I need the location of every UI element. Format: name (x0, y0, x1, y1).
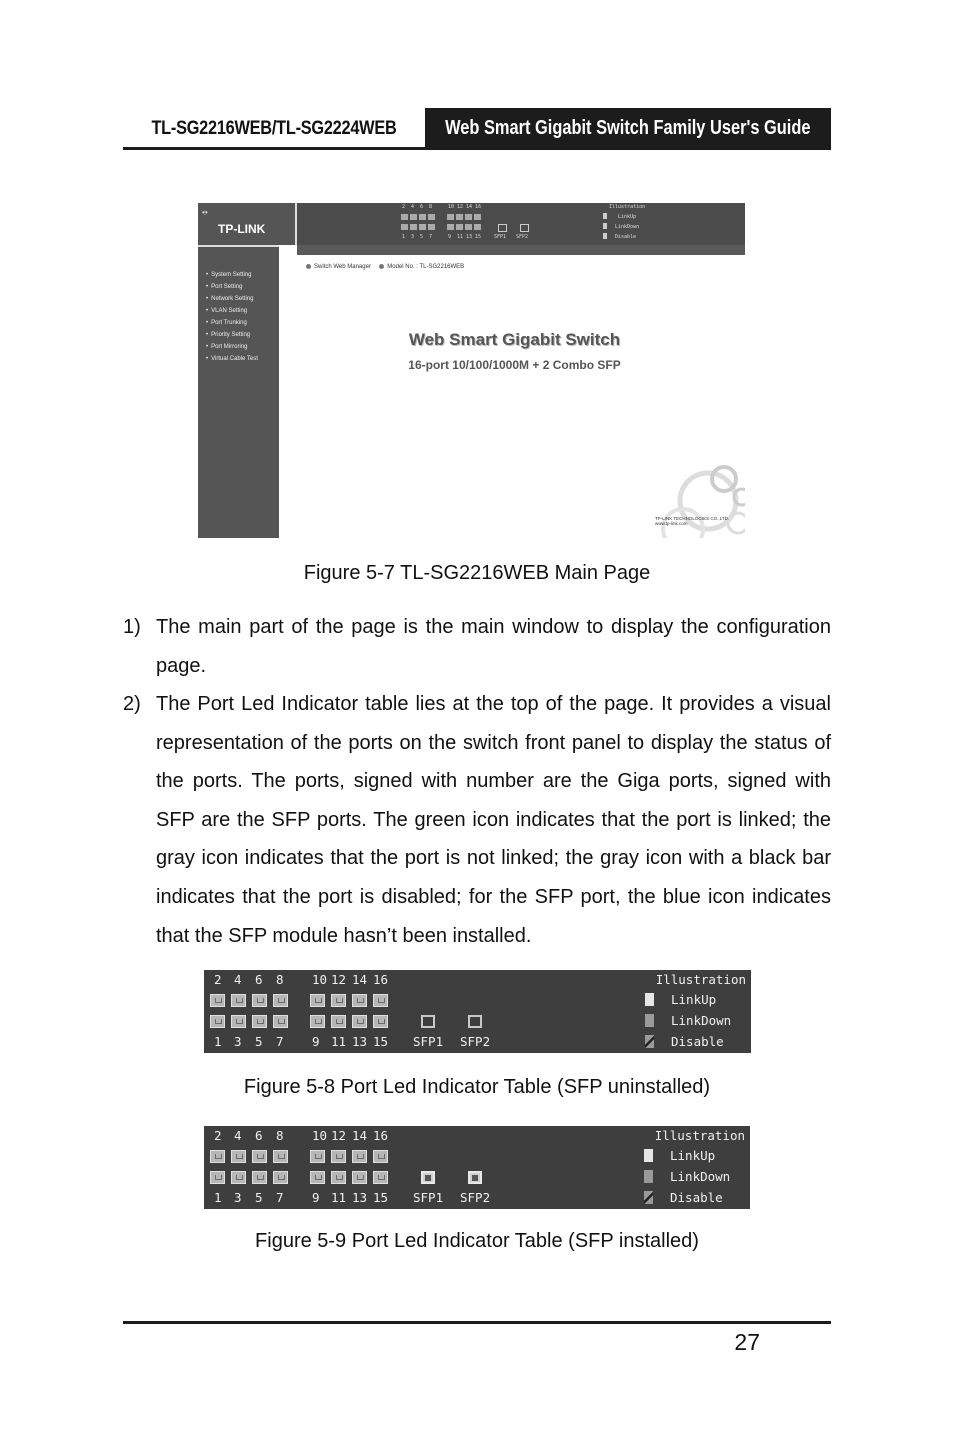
port-icon (310, 1150, 325, 1163)
port-number-top: 10 (312, 972, 328, 987)
port-number-bottom: 11 (331, 1190, 347, 1205)
sfp-port-icon (421, 1015, 435, 1028)
mini-port-number: 7 (429, 234, 433, 240)
screenshot-menu-item: • Port Setting (206, 281, 279, 293)
mini-sfp-label: SFP1 (494, 234, 507, 240)
decorative-circles-icon (638, 461, 745, 538)
mini-legend-swatch-icon (603, 213, 607, 219)
illustration-label: Illustration (655, 972, 746, 987)
mini-port-number: 15 (475, 234, 482, 240)
mini-port-number: 6 (420, 204, 424, 210)
legend-label: LinkUp (670, 1148, 716, 1163)
port-icon (231, 1150, 246, 1163)
port-icon (231, 994, 246, 1007)
port-number-bottom: 5 (255, 1190, 263, 1205)
port-icon (252, 1171, 267, 1184)
header-guide-title: Web Smart Gigabit Switch Family User's Guide (425, 108, 831, 149)
port-icon (373, 994, 388, 1007)
port-icon (273, 1150, 288, 1163)
legend-label: LinkUp (671, 992, 717, 1007)
port-number-bottom: 11 (331, 1034, 347, 1049)
mini-port-number: 8 (429, 204, 433, 210)
legend-swatch-icon (644, 1191, 653, 1204)
screenshot-menu-item: • Port Mirroring (206, 341, 279, 353)
mini-legend-label: Disable (615, 234, 637, 240)
list-item-1-text: The main part of the page is the main window to display the configuration page. (156, 616, 831, 677)
sfp-label: SFP2 (460, 1034, 491, 1049)
led-table-sfp-installed (204, 1126, 750, 1209)
port-icon (352, 1015, 367, 1028)
port-number-bottom: 13 (352, 1190, 368, 1205)
port-number-top: 8 (276, 972, 284, 987)
screenshot-sidebar (198, 245, 279, 538)
port-number-top: 4 (234, 1128, 242, 1143)
sfp-port-icon (421, 1171, 435, 1184)
tp-link-logo: •:• TP-LINK (198, 203, 297, 245)
port-icon (273, 994, 288, 1007)
port-icon (310, 1015, 325, 1028)
screenshot-menu-item: • Priority Setting (206, 329, 279, 341)
mini-sfp-icon (520, 224, 529, 232)
port-number-bottom: 3 (234, 1190, 242, 1205)
port-number-top: 4 (234, 972, 242, 987)
port-number-bottom: 7 (276, 1034, 284, 1049)
mini-port-icon (428, 224, 435, 230)
mini-port-number: 5 (420, 234, 424, 240)
port-number-bottom: 15 (373, 1034, 389, 1049)
mini-port-number: 9 (448, 234, 452, 240)
illustration-label: Illustration (654, 1128, 745, 1143)
port-icon (252, 1015, 267, 1028)
footer-rule (123, 1321, 831, 1324)
sfp-label: SFP1 (413, 1034, 444, 1049)
screenshot-breadcrumb: Switch Web Manager Model No. : TL-SG2216WEB (306, 264, 464, 270)
port-icon (331, 994, 346, 1007)
port-icon (210, 1150, 225, 1163)
legend-swatch-icon (645, 1035, 654, 1048)
port-number-top: 14 (352, 1128, 368, 1143)
mini-port-icon (410, 214, 417, 220)
port-icon (252, 1150, 267, 1163)
port-icon (373, 1015, 388, 1028)
mini-port-icon (474, 224, 481, 230)
port-number-bottom: 3 (234, 1034, 242, 1049)
port-number-bottom: 13 (352, 1034, 368, 1049)
mini-legend-swatch-icon (603, 223, 607, 229)
figure-5-7-caption: Figure 5-7 TL-SG2216WEB Main Page (303, 562, 651, 584)
list-item-2-text: The Port Led Indicator table lies at the top of the page. It provides a visual representation of the ports on the switch front panel to display the status of the ports. The ports, signed with number are the Giga ports, signed with SFP are the SFP ports. The green icon indicates that the port is linked; the gray icon indicates that the port is not linked; the gray icon with a black bar indicates that the port is disabled; for the SFP port, the blue icon indicates that the SFP module hasn’t been installed. (156, 693, 831, 947)
screenshot-menu (198, 247, 279, 365)
mini-port-number: 12 (457, 204, 464, 210)
port-number-top: 8 (276, 1128, 284, 1143)
port-icon (352, 994, 367, 1007)
mini-port-icon (410, 224, 417, 230)
bullet-icon (379, 264, 384, 269)
port-number-bottom: 9 (312, 1034, 320, 1049)
screenshot-menu-item: • Network Setting (206, 293, 279, 305)
screenshot-menu-item: • VLAN Setting (206, 305, 279, 317)
mini-port-icon (474, 214, 481, 220)
port-number-bottom: 1 (214, 1190, 222, 1205)
port-number-top: 2 (214, 1128, 222, 1143)
port-number-bottom: 5 (255, 1034, 263, 1049)
bullet-icon (306, 264, 311, 269)
mini-port-number: 11 (457, 234, 464, 240)
port-icon (352, 1171, 367, 1184)
port-icon (373, 1171, 388, 1184)
mini-port-icon (465, 214, 472, 220)
screenshot-copyright: TP-LINK TECHNOLOGIES CO.,LTD. www.tp-link.com (655, 516, 730, 526)
port-icon (252, 994, 267, 1007)
sfp-label: SFP2 (460, 1190, 491, 1205)
port-number-top: 6 (255, 972, 263, 987)
port-number-top: 12 (331, 972, 347, 987)
port-number-top: 6 (255, 1128, 263, 1143)
header-rule (123, 147, 831, 150)
port-number-top: 12 (331, 1128, 347, 1143)
sfp-port-icon (468, 1015, 482, 1028)
mini-port-icon (419, 224, 426, 230)
mini-sfp-label: SFP2 (516, 234, 529, 240)
logo-dots-icon: •:• (202, 208, 207, 217)
port-icon (310, 1171, 325, 1184)
port-number-bottom: 15 (373, 1190, 389, 1205)
legend-label: Disable (671, 1034, 724, 1049)
port-icon (331, 1150, 346, 1163)
main-page-screenshot (198, 203, 745, 538)
mini-illustration: Illustration (609, 204, 646, 210)
mini-port-number: 16 (475, 204, 482, 210)
mini-port-icon (428, 214, 435, 220)
list-item-2: 2) The Port Led Indicator table lies at the top of the page. It provides a visual representation of the ports on the switch front panel to display the status of the ports. The ports, signed with number are the Giga ports, signed with SFP are the SFP ports. The green icon indicates that the port is linked; the gray icon indicates that the port is not linked; the gray icon with a black bar indicates that the port is disabled; for the SFP port, the blue icon indicates that the SFP module hasn’t been installed. (123, 685, 831, 955)
port-number-top: 14 (352, 972, 368, 987)
mini-legend-label: LinkUp (618, 214, 637, 220)
port-number-bottom: 7 (276, 1190, 284, 1205)
mini-port-number: 10 (448, 204, 455, 210)
mini-legend-label: LinkDown (615, 224, 640, 230)
screenshot-subtitle: 16-port 10/100/1000M + 2 Combo SFP (408, 358, 621, 372)
mini-port-icon (447, 214, 454, 220)
port-number-top: 16 (373, 972, 389, 987)
port-number-bottom: 9 (312, 1190, 320, 1205)
mini-port-number: 14 (466, 204, 473, 210)
legend-label: LinkDown (670, 1169, 731, 1184)
legend-swatch-icon (645, 993, 654, 1006)
figure-5-9-caption: Figure 5-9 Port Led Indicator Table (SFP installed) (255, 1230, 699, 1252)
list-item-1: 1) The main part of the page is the main window to display the configuration page. (123, 608, 831, 685)
port-icon (373, 1150, 388, 1163)
led-table-sfp-uninstalled (204, 970, 751, 1053)
screenshot-menu-item: • Virtual Cable Test (206, 353, 279, 365)
mini-port-icon (401, 214, 408, 220)
port-icon (231, 1015, 246, 1028)
mini-legend-swatch-icon (603, 233, 607, 239)
mini-port-icon (419, 214, 426, 220)
mini-port-icon (465, 224, 472, 230)
mini-port-number: 1 (402, 234, 406, 240)
port-icon (331, 1015, 346, 1028)
mini-sfp-icon (498, 224, 507, 232)
header-model: TL-SG2216WEB/TL-SG2224WEB (151, 118, 397, 139)
port-number-bottom: 1 (214, 1034, 222, 1049)
mini-port-icon (456, 214, 463, 220)
port-icon (210, 1171, 225, 1184)
legend-swatch-icon (644, 1149, 653, 1162)
port-number-top: 16 (373, 1128, 389, 1143)
screenshot-menu-item: • Port Trunking (206, 317, 279, 329)
mini-port-number: 2 (402, 204, 406, 210)
port-number-top: 10 (312, 1128, 328, 1143)
legend-swatch-icon (645, 1014, 654, 1027)
sfp-label: SFP1 (413, 1190, 444, 1205)
mini-port-icon (456, 224, 463, 230)
port-number-top: 2 (214, 972, 222, 987)
sfp-port-icon (468, 1171, 482, 1184)
screenshot-band (297, 245, 745, 255)
page-number: 27 (734, 1329, 760, 1355)
port-icon (210, 1015, 225, 1028)
legend-label: LinkDown (671, 1013, 732, 1028)
port-icon (273, 1171, 288, 1184)
port-icon (331, 1171, 346, 1184)
port-icon (273, 1015, 288, 1028)
legend-label: Disable (670, 1190, 723, 1205)
port-icon (352, 1150, 367, 1163)
mini-port-number: 3 (411, 234, 415, 240)
mini-port-icon (447, 224, 454, 230)
screenshot-title: Web Smart Gigabit Switch (408, 330, 621, 349)
figure-5-8-caption: Figure 5-8 Port Led Indicator Table (SFP uninstalled) (243, 1076, 711, 1098)
port-icon (231, 1171, 246, 1184)
mini-port-number: 4 (411, 204, 415, 210)
legend-swatch-icon (644, 1170, 653, 1183)
mini-port-number: 13 (466, 234, 473, 240)
screenshot-menu-item: • System Setting (206, 269, 279, 281)
mini-port-icon (401, 224, 408, 230)
port-icon (210, 994, 225, 1007)
port-icon (310, 994, 325, 1007)
